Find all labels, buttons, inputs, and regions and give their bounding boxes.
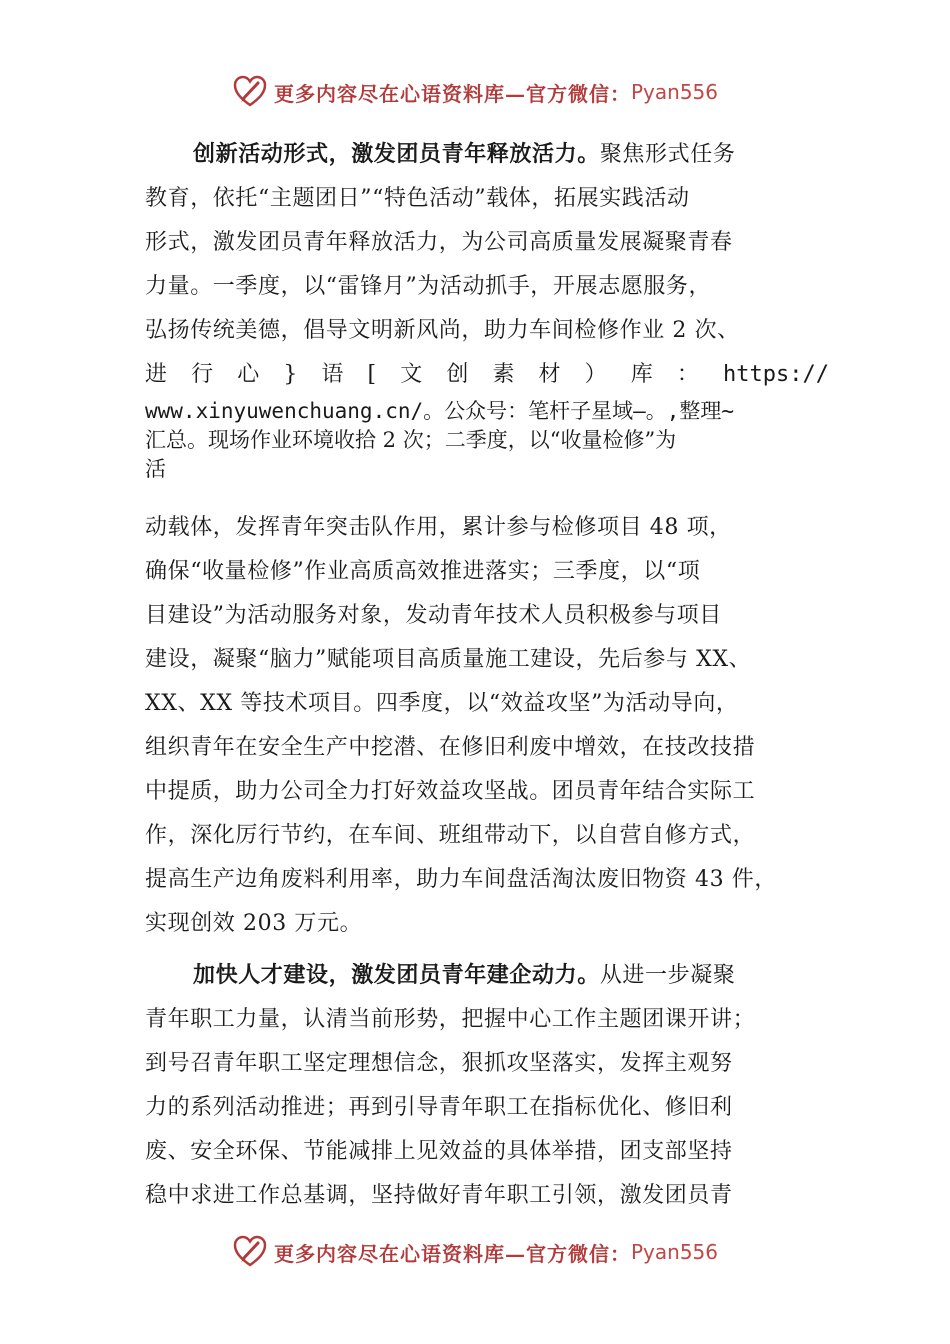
paragraph-1-line: 作，深化厉行节约，在车间、班组带动下，以自营自修方式， <box>145 823 756 848</box>
paragraph-2-line: 到号召青年职工坚定理想信念，狠抓攻坚落实，发挥主观努 <box>145 1051 733 1076</box>
header-banner <box>232 72 752 112</box>
ad-char: 材 <box>538 362 561 387</box>
paragraph-1-line-1-rest: 聚焦形式任务 <box>599 142 736 167</box>
banner-wechat-id: Pyan556 <box>631 80 719 104</box>
paragraph-1-line: XX、XX 等技术项目。四季度，以“效益攻坚”为活动导向， <box>145 691 739 716</box>
ad-char: 创 <box>446 362 469 387</box>
ad-char: ： <box>676 362 699 387</box>
ad-url-start: https:// <box>722 362 829 387</box>
inserted-ad-block <box>145 397 835 484</box>
ad-char: 进 <box>145 362 168 387</box>
paragraph-2-line-1 <box>145 954 835 998</box>
paragraph-2-lead: 加快人才建设，激发团员青年建企动力。 <box>193 963 600 988</box>
paragraph-1-lead: 创新活动形式，激发团员青年释放活力。 <box>193 142 600 167</box>
ad-char: 文 <box>400 362 423 387</box>
paragraph-1-line: 中提质，助力公司全力打好效益攻坚战。团员青年结合实际工 <box>145 779 756 804</box>
ad-char: ） <box>584 362 607 387</box>
paragraph-1-line: 实现创效 203 万元。 <box>145 911 363 936</box>
paragraph-1-line: 形式，激发团员青年释放活力，为公司高质量发展凝聚青春 <box>145 230 733 255</box>
inserted-ad-line <box>145 353 829 397</box>
paragraph-1-line: 建设，凝聚“脑力”赋能项目高质量施工建设，先后参与 XX、 <box>145 647 752 672</box>
ad-char: 语 <box>321 362 344 387</box>
heart-pen-logo-icon <box>232 74 268 110</box>
paragraph-1-line: 力量。一季度，以“雷锋月”为活动抓手，开展志愿服务， <box>145 274 712 299</box>
banner-wechat-id: Pyan556 <box>631 1240 719 1264</box>
paragraph-1-line-1 <box>145 133 835 177</box>
paragraph-1-line: 提高生产边角废料利用率，助力车间盘活淘汰废旧物资 43 件， <box>145 867 777 892</box>
document-body <box>145 133 835 1218</box>
paragraph-2-line-1-rest: 从进一步凝聚 <box>599 963 736 988</box>
ad-line-tail: 活 <box>145 457 166 481</box>
footer-banner <box>232 1232 752 1272</box>
paragraph-2-line: 青年职工力量，认清当前形势，把握中心工作主题团课开讲； <box>145 1007 756 1032</box>
ad-char: } <box>283 362 298 387</box>
ad-line-continuation: 汇总。现场作业环境收拾 2 次；二季度，以“收量检修”为 <box>145 428 677 452</box>
banner-text: 更多内容尽在心语资料库—官方微信： <box>274 81 631 106</box>
paragraph-1-line: 确保“收量检修”作业高质高效推进落实；三季度，以“项 <box>145 559 701 584</box>
paragraph-2-line: 废、安全环保、节能减排上见效益的具体举措，团支部坚持 <box>145 1139 733 1164</box>
paragraph-1-line: 动载体，发挥青年突击队作用，累计参与检修项目 48 项， <box>145 515 732 540</box>
paragraph-1-line: 组织青年在安全生产中挖潜、在修旧利废中增效，在技改技措 <box>145 735 756 760</box>
paragraph-1-line: 目建设”为活动服务对象，发动青年技术人员积极参与项目 <box>145 603 722 628</box>
ad-char: [ <box>367 362 377 387</box>
ad-char: 库 <box>630 362 653 387</box>
paragraph-1-line: 弘扬传统美德，倡导文明新风尚，助力车间检修作业 2 次、 <box>145 318 740 343</box>
ad-char: 行 <box>191 362 214 387</box>
paragraph-1-line: 教育，依托“主题团日”“特色活动”载体，拓展实践活动 <box>145 186 690 211</box>
heart-pen-logo-icon <box>232 1234 268 1270</box>
banner-text: 更多内容尽在心语资料库—官方微信： <box>274 1241 631 1266</box>
ad-char: 心 <box>237 362 260 387</box>
ad-line-url: www.xinyuwenchuang.cn/。公众号：笔杆子星域—。,整理~ <box>145 399 735 423</box>
paragraph-2-line: 稳中求进工作总基调，坚持做好青年职工引领，激发团员青 <box>145 1183 733 1208</box>
ad-char: 素 <box>492 362 515 387</box>
paragraph-2-line: 力的系列活动推进；再到引导青年职工在指标优化、修旧利 <box>145 1095 733 1120</box>
